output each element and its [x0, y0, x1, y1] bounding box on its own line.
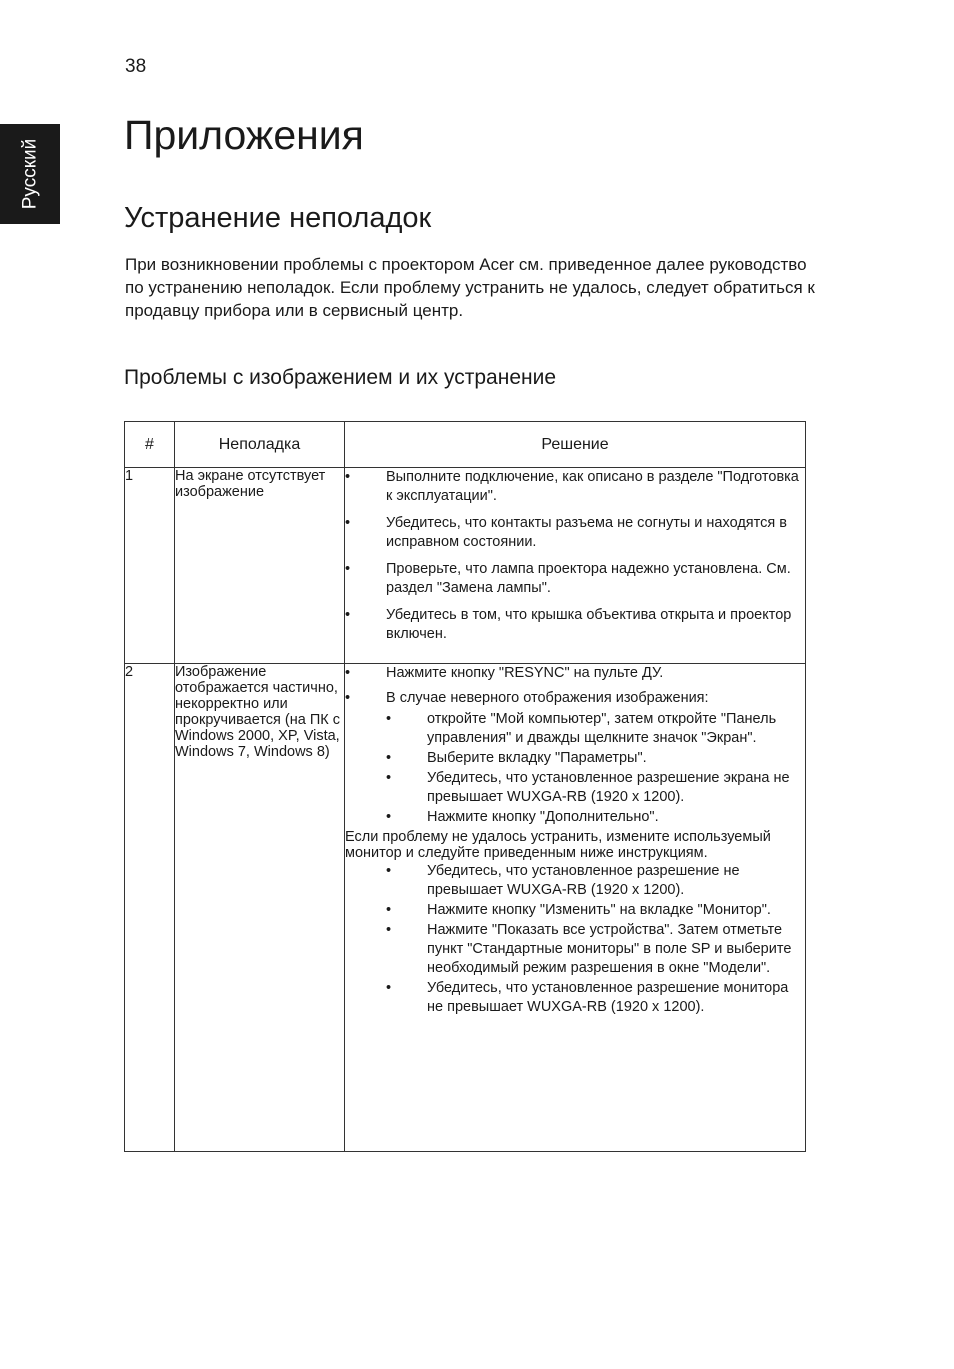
solution-item: • Проверьте, что лампа проектора надежно установлена. См. раздел "Замена лампы". — [345, 560, 805, 598]
sub-step: • Убедитесь, что установленное разрешение не превышает WUXGA-RB (1920 x 1200). — [345, 862, 805, 900]
row-solution — [345, 664, 806, 1152]
section-title: Устранение неполадок — [124, 202, 432, 234]
header-problem: Неполадка — [175, 422, 345, 468]
sub-step: • Выберите вкладку "Параметры". — [345, 749, 805, 768]
sub-step: • Нажмите кнопку "Изменить" на вкладке "Монитор". — [345, 901, 805, 920]
sub-step: • откройте "Мой компьютер", затем откройте "Панель управления" и дважды щелкните значок "Экран". — [345, 710, 805, 748]
solution-list — [345, 664, 805, 827]
sub-step: • Убедитесь, что установленное разрешение экрана не превышает WUXGA-RB (1920 x 1200). — [345, 769, 805, 807]
solution-item: • Убедитесь, что контакты разъема не согнуты и находятся в исправном состоянии. — [345, 514, 805, 552]
sub-step: • Убедитесь, что установленное разрешение монитора не превышает WUXGA-RB (1920 x 1200). — [345, 979, 805, 1017]
solution-item: • Выполните подключение, как описано в разделе "Подготовка к эксплуатации". — [345, 468, 805, 506]
row-number: 1 — [125, 468, 175, 664]
page-title: Приложения — [124, 112, 364, 158]
subsection-title: Проблемы с изображением и их устранение — [124, 366, 557, 389]
sub-step-list — [345, 710, 805, 827]
sub-step-list — [345, 862, 805, 1017]
sub-step: • Нажмите "Показать все устройства". Затем отметьте пункт "Стандартные мониторы" в поле SP и выберите необходимый режим разрешения в окне "Модели". — [345, 921, 805, 978]
table-header-row — [125, 422, 806, 468]
solution-list — [345, 468, 805, 644]
solution-item: • Убедитесь в том, что крышка объектива открыта и проектор включен. — [345, 606, 805, 644]
solution-item-text: В случае неверного отображения изображения: — [386, 690, 709, 706]
intro-paragraph: При возникновении проблемы с проектором Acer см. приведенное далее руководство по устранению неполадок. Если проблему устранить не удалось, следует обратиться к продавцу прибора или в сервисный центр. — [125, 255, 815, 320]
header-solution: Решение — [345, 422, 806, 468]
row-number: 2 — [125, 664, 175, 1152]
row-problem: Изображение отображается частично, некорректно или прокручивается (на ПК с Windows 2000, XP, Vista, Windows 7, Windows 8) — [175, 664, 345, 1152]
language-tab — [0, 124, 60, 224]
sub-step: • Нажмите кнопку "Дополнительно". — [345, 808, 805, 827]
row-problem: На экране отсутствует изображение — [175, 468, 345, 664]
solution-note: Если проблему не удалось устранить, измените используемый монитор и следуйте приведенным ниже инструкциям. — [345, 829, 771, 861]
solution-item: • Нажмите кнопку "RESYNC" на пульте ДУ. — [345, 664, 805, 683]
language-tab-label: Русский — [19, 138, 40, 210]
page-number: 38 — [125, 56, 147, 77]
solution-item — [345, 689, 805, 827]
troubleshooting-table — [124, 421, 806, 1152]
table-row — [125, 468, 806, 664]
table-row — [125, 664, 806, 1152]
row-solution — [345, 468, 806, 664]
header-number: # — [125, 422, 175, 468]
